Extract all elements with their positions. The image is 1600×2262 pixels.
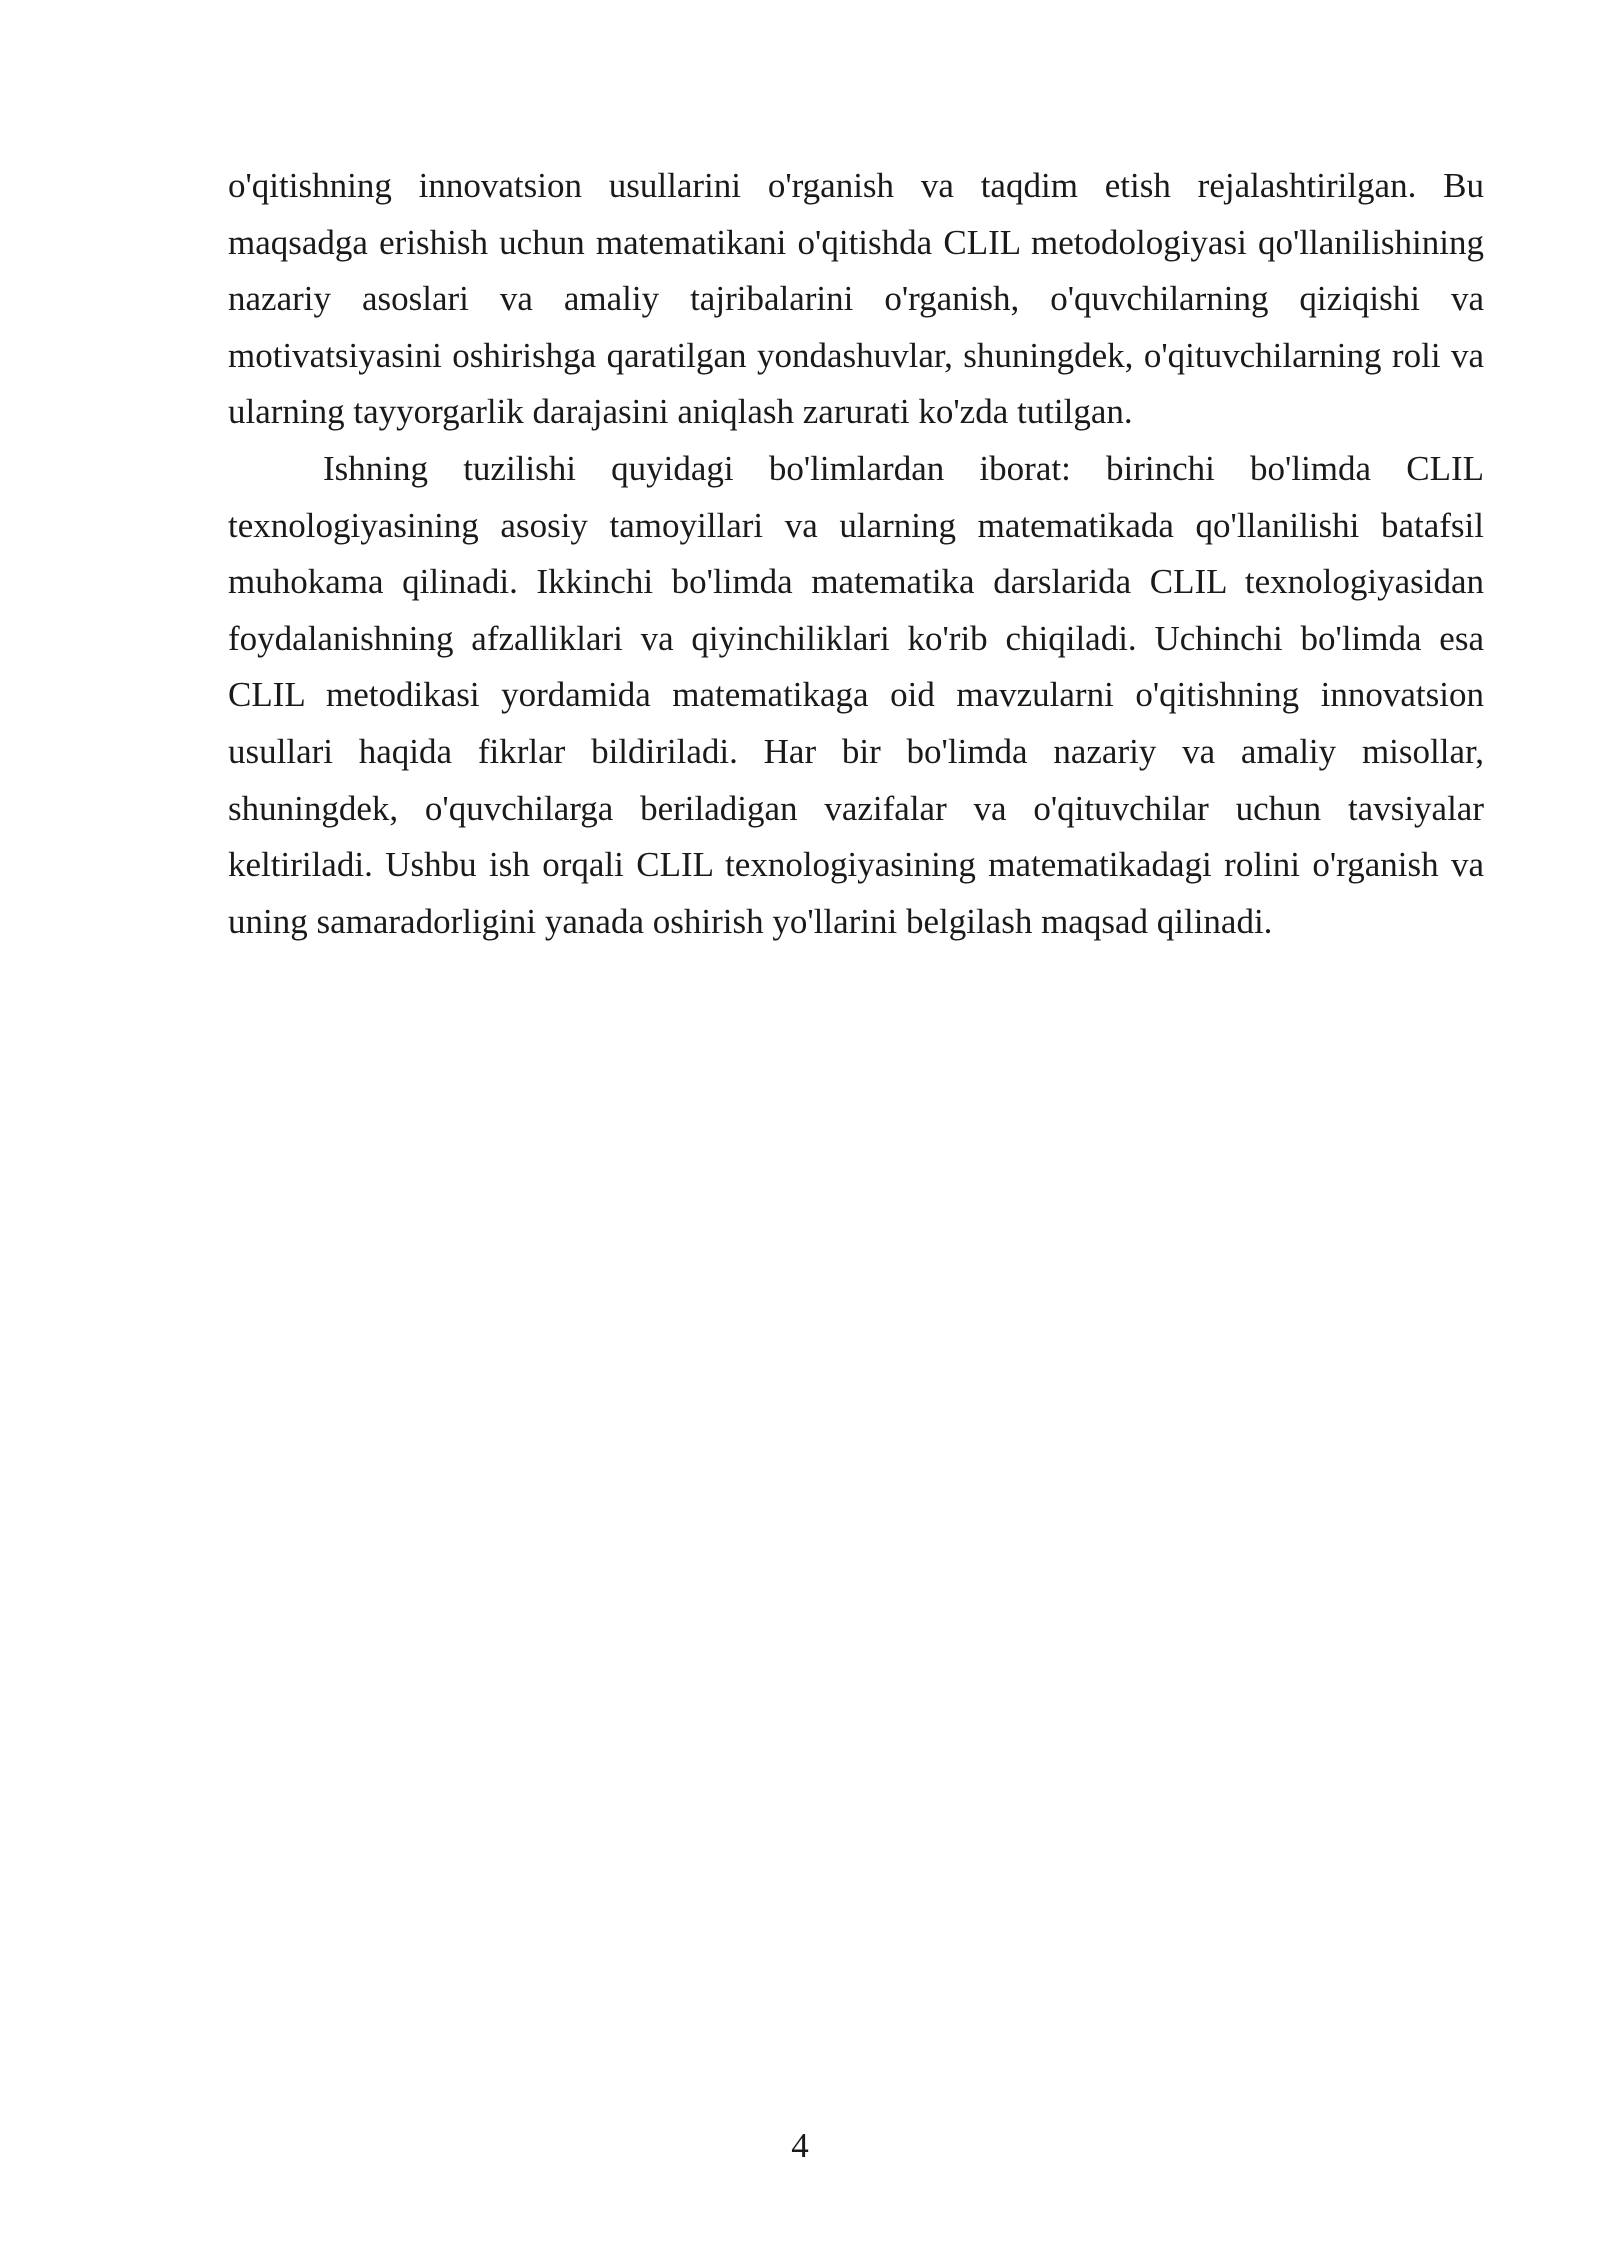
paragraph-continuation: o'qitishning innovatsion usullarini o'rganish va taqdim etish rejalashtirilgan. Bu maqsadga erishish uchun matematikani o'qitishda CLIL metodologiyasi qo'llanilishining nazariy asoslari va amaliy tajribalarini o'rganish, o'quvchilarning qiziqishi va motivatsiyasini oshirishga qaratilgan yondashuvlar, shuningdek, o'qituvchilarning roli va ularning tayyorgarlik darajasini aniqlash zarurati ko'zda tutilgan. <box>228 166 1484 432</box>
paragraph-structure: Ishning tuzilishi quyidagi bo'limlardan iborat: birinchi bo'limda CLIL texnologiyasining asosiy tamoyillari va ularning matematikada qo'llanilishi batafsil muhokama qilinadi. Ikkinchi bo'limda matematika darslarida CLIL texnologiyasidan foydalanishning afzalliklari va qiyinchiliklari ko'rib chiqiladi. Uchinchi bo'limda esa CLIL metodikasi yordamida matematikaga oid mavzularni o'qitishning innovatsion usullari haqida fikrlar bildiriladi. Har bir bo'limda nazariy va amaliy misollar, shuningdek, o'quvchilarga beriladigan vazifalar va o'qituvchilar uchun tavsiyalar keltiriladi. Ushbu ish orqali CLIL texnologiyasining matematikadagi rolini o'rganish va uning samaradorligini yanada oshirish yo'llarini belgilash maqsad qilinadi. <box>228 448 1484 941</box>
body-text <box>228 158 1484 950</box>
page-number: 4 <box>791 2126 809 2165</box>
